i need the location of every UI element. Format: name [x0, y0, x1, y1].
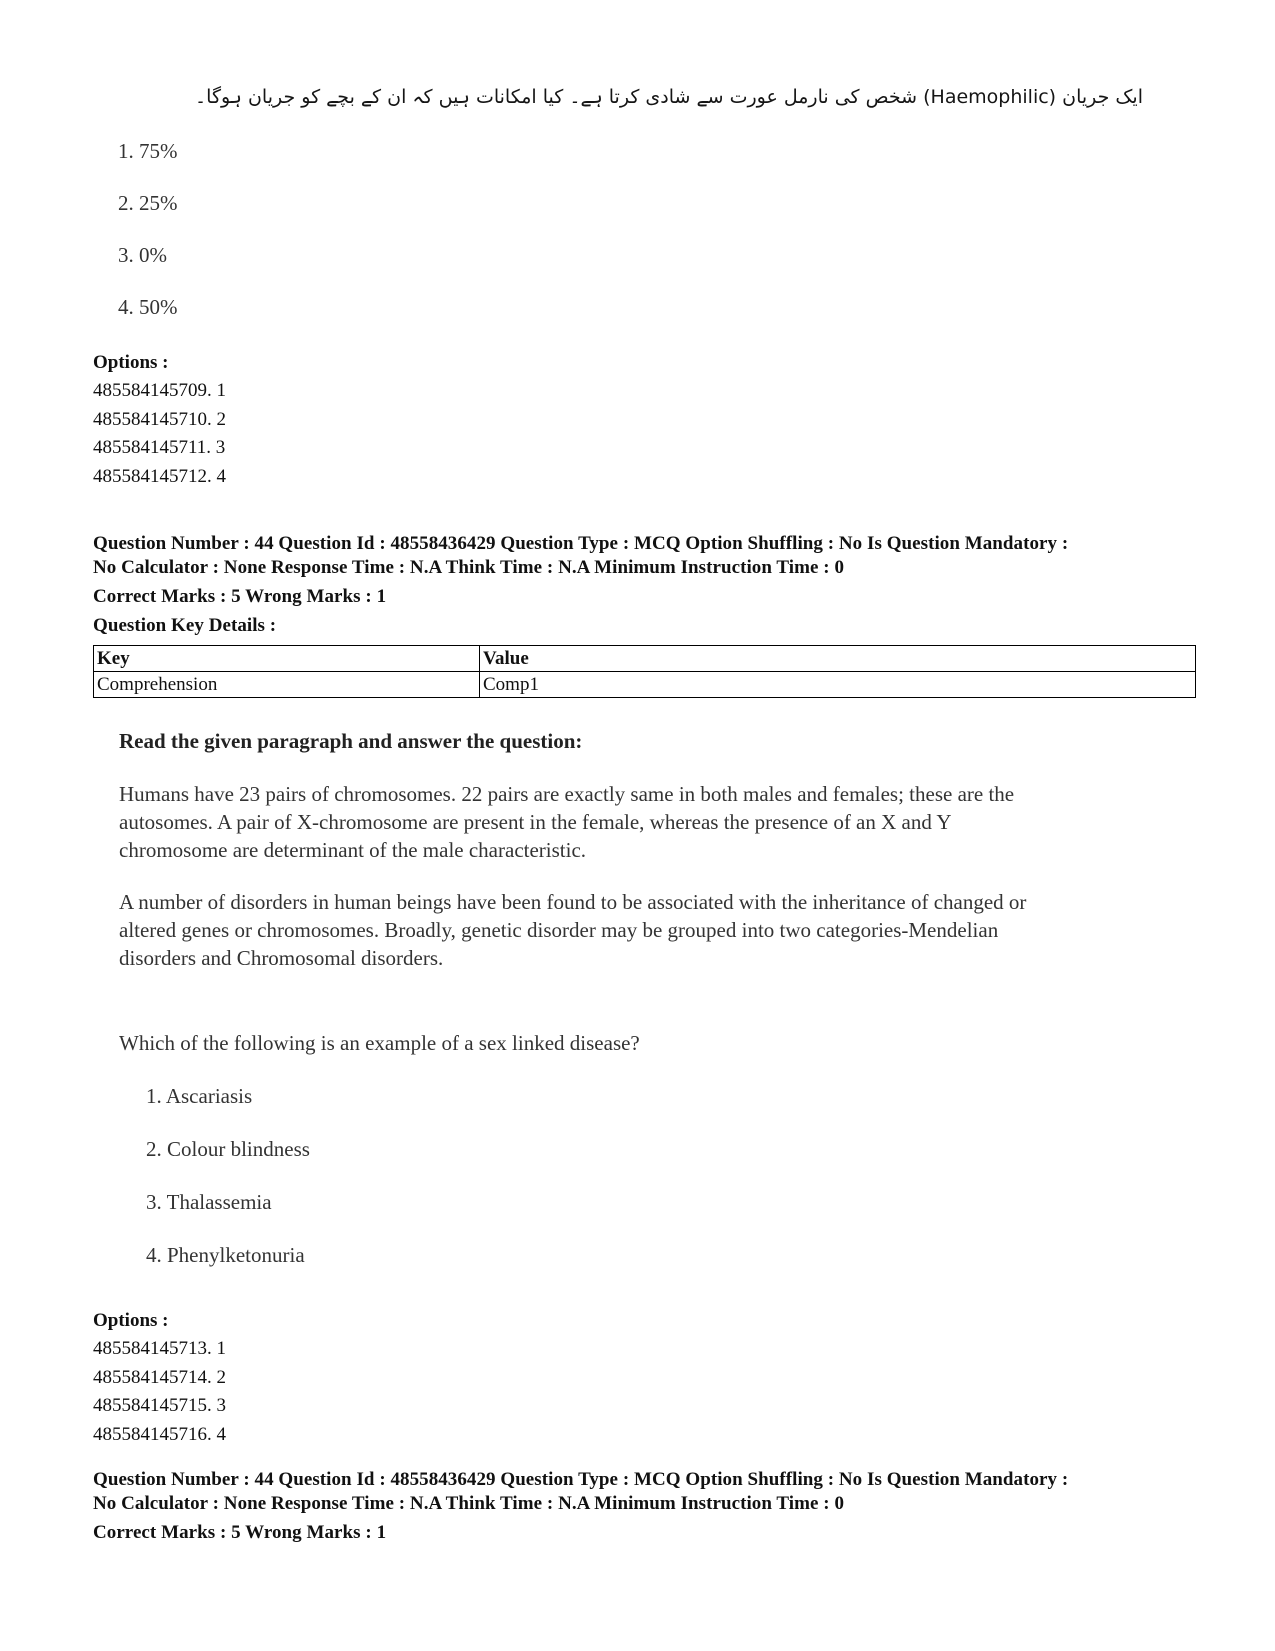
table-row — [94, 672, 1196, 698]
answer-choice-2: 2. 25% — [118, 191, 178, 215]
answer-choice-4: 4. Phenylketonuria — [146, 1243, 305, 1267]
paragraph-line: altered genes or chromosomes. Broadly, genetic disorder may be grouped into two categories-Mendelian — [119, 918, 999, 942]
option-id-1: 485584145709. 1 — [93, 380, 226, 401]
question-marks: Correct Marks : 5 Wrong Marks : 1 — [93, 586, 387, 607]
paragraph-line: Humans have 23 pairs of chromosomes. 22 pairs are exactly same in both males and females; these are the — [119, 782, 1015, 806]
question-info-line: No Calculator : None Response Time : N.A Think Time : N.A Minimum Instruction Time : 0 — [93, 557, 844, 578]
question-info-line: Question Number : 44 Question Id : 48558436429 Question Type : MCQ Option Shuffling : No Is Question Mandatory : — [93, 1469, 1069, 1490]
option-id-4: 485584145712. 4 — [93, 466, 226, 487]
answer-choice-2: 2. Colour blindness — [146, 1137, 310, 1161]
option-id-3: 485584145715. 3 — [93, 1395, 226, 1416]
options-label: Options : — [93, 352, 169, 373]
question-marks: Correct Marks : 5 Wrong Marks : 1 — [93, 1522, 387, 1543]
question-key-table — [93, 645, 1196, 698]
answer-choice-3: 3. Thalassemia — [146, 1190, 272, 1214]
option-id-2: 485584145710. 2 — [93, 409, 226, 430]
question-text-urdu: ایک جریان (Haemophilic) شخص کی نارمل عورت سے شادی کرتا ہے۔ کیا امکانات ہیں کہ ان کے بچے کو جریان ہوگا۔ — [195, 86, 1143, 108]
options-label: Options : — [93, 1310, 169, 1331]
table-header-value: Value — [480, 646, 1196, 672]
answer-choice-3: 3. 0% — [118, 243, 167, 267]
paragraph-line: disorders and Chromosomal disorders. — [119, 946, 444, 970]
answer-choice-1: 1. 75% — [118, 139, 178, 163]
question-text: Which of the following is an example of a sex linked disease? — [119, 1031, 640, 1055]
table-header-key: Key — [94, 646, 480, 672]
table-cell-key: Comprehension — [94, 672, 480, 698]
option-id-4: 485584145716. 4 — [93, 1424, 226, 1445]
table-cell-value: Comp1 — [480, 672, 1196, 698]
option-id-2: 485584145714. 2 — [93, 1367, 226, 1388]
answer-choice-4: 4. 50% — [118, 295, 178, 319]
question-info-line: No Calculator : None Response Time : N.A Think Time : N.A Minimum Instruction Time : 0 — [93, 1493, 844, 1514]
paragraph-line: autosomes. A pair of X-chromosome are present in the female, whereas the presence of an X and Y — [119, 810, 952, 834]
table-header-row — [94, 646, 1196, 672]
question-info-line: Question Number : 44 Question Id : 48558436429 Question Type : MCQ Option Shuffling : No Is Question Mandatory : — [93, 533, 1069, 554]
passage-heading: Read the given paragraph and answer the question: — [119, 729, 583, 753]
paragraph-line: chromosome are determinant of the male characteristic. — [119, 838, 587, 862]
option-id-1: 485584145713. 1 — [93, 1338, 226, 1359]
option-id-3: 485584145711. 3 — [93, 437, 226, 458]
answer-choice-1: 1. Ascariasis — [146, 1084, 253, 1108]
key-details-label: Question Key Details : — [93, 615, 277, 636]
paragraph-line: A number of disorders in human beings have been found to be associated with the inheritance of changed or — [119, 890, 1027, 914]
